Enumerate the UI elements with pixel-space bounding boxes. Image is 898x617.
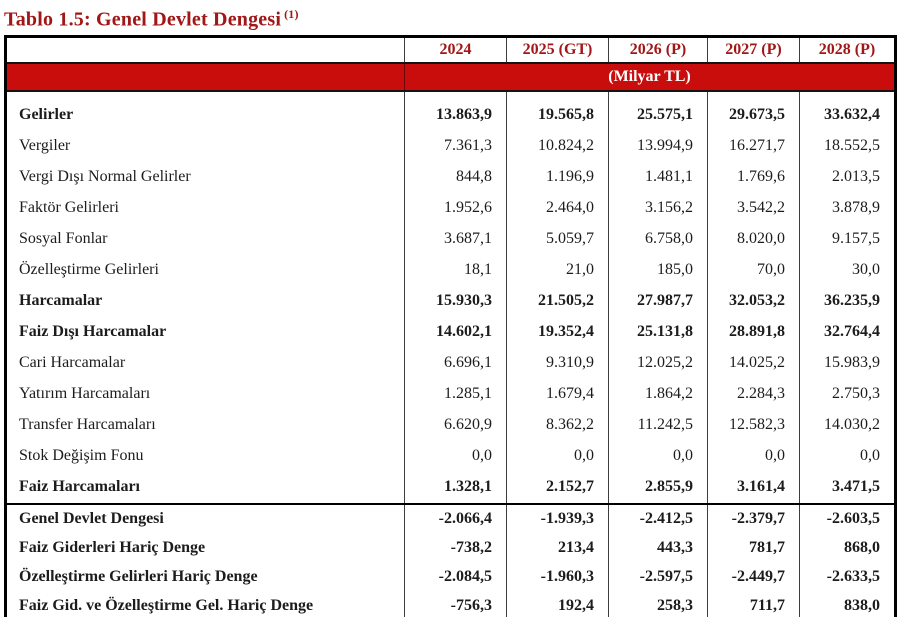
row-label-cell: Faktör Gelirleri bbox=[19, 199, 119, 217]
title-superscript: (1) bbox=[284, 7, 299, 21]
value-cell: -2.066,4 bbox=[405, 504, 507, 534]
value-cell: 844,8 bbox=[405, 162, 507, 193]
value-cell: 1.285,1 bbox=[405, 379, 507, 410]
value-cell: 70,0 bbox=[708, 255, 800, 286]
value-cell: 18.552,5 bbox=[800, 131, 896, 162]
value-cell: 1.196,9 bbox=[507, 162, 609, 193]
value-cell: 14.030,2 bbox=[800, 410, 896, 441]
value-cell: 443,3 bbox=[609, 534, 708, 563]
table-row bbox=[6, 379, 896, 410]
value-cell: 1.769,6 bbox=[708, 162, 800, 193]
value-cell: 0,0 bbox=[800, 441, 896, 472]
value-cell: 213,4 bbox=[507, 534, 609, 563]
value-cell: 2.152,7 bbox=[507, 472, 609, 504]
table-row bbox=[6, 348, 896, 379]
row-label-cell: Genel Devlet Dengesi bbox=[6, 504, 405, 534]
value-cell: 8.362,2 bbox=[507, 410, 609, 441]
year-header-cell: 2024 bbox=[405, 36, 507, 63]
value-cell: 1.952,6 bbox=[405, 193, 507, 224]
value-cell: 18,1 bbox=[405, 255, 507, 286]
table-row bbox=[6, 255, 896, 286]
value-cell: -756,3 bbox=[405, 592, 507, 617]
value-cell: 19.352,4 bbox=[507, 317, 609, 348]
row-label-cell: Özelleştirme Gelirleri bbox=[19, 261, 159, 279]
value-cell: 6.620,9 bbox=[405, 410, 507, 441]
value-cell: 192,4 bbox=[507, 592, 609, 617]
value-cell: 3.471,5 bbox=[800, 472, 896, 504]
table-row bbox=[6, 193, 896, 224]
value-cell: 10.824,2 bbox=[507, 131, 609, 162]
value-cell: 21.505,2 bbox=[507, 286, 609, 317]
table-row bbox=[6, 592, 896, 617]
year-header-cell: 2025 (GT) bbox=[507, 36, 609, 63]
value-cell: 2.750,3 bbox=[800, 379, 896, 410]
row-label-cell: Stok Değişim Fonu bbox=[19, 447, 144, 465]
value-cell: 21,0 bbox=[507, 255, 609, 286]
row-label-cell: Vergi Dışı Normal Gelirler bbox=[19, 168, 191, 186]
unit-banner-left-cell bbox=[6, 63, 405, 91]
value-cell: 0,0 bbox=[609, 441, 708, 472]
table-row bbox=[6, 441, 896, 472]
value-cell: 14.025,2 bbox=[708, 348, 800, 379]
row-label-cell: Sosyal Fonlar bbox=[19, 230, 108, 248]
value-cell: 838,0 bbox=[800, 592, 896, 617]
value-cell: -2.084,5 bbox=[405, 563, 507, 592]
value-cell: -1.960,3 bbox=[507, 563, 609, 592]
table-row bbox=[6, 317, 896, 348]
value-cell: 6.758,0 bbox=[609, 224, 708, 255]
value-cell: 13.863,9 bbox=[405, 91, 507, 131]
value-cell: 1.679,4 bbox=[507, 379, 609, 410]
value-cell: 3.161,4 bbox=[708, 472, 800, 504]
value-cell: 16.271,7 bbox=[708, 131, 800, 162]
page-title bbox=[4, 1, 894, 33]
table-row bbox=[6, 91, 896, 131]
year-header-cell: 2026 (P) bbox=[609, 36, 708, 63]
row-label-cell: Özelleştirme Gelirleri Hariç Denge bbox=[19, 568, 258, 586]
table-row bbox=[6, 131, 896, 162]
year-header-cell: 2028 (P) bbox=[800, 36, 896, 63]
value-cell: -738,2 bbox=[405, 534, 507, 563]
value-cell: 5.059,7 bbox=[507, 224, 609, 255]
row-label-cell: Harcamalar bbox=[19, 292, 103, 310]
value-cell: 12.025,2 bbox=[609, 348, 708, 379]
value-cell: 1.328,1 bbox=[405, 472, 507, 504]
row-label-cell: Faiz Dışı Harcamalar bbox=[19, 323, 167, 341]
value-cell: 29.673,5 bbox=[708, 91, 800, 131]
table-row bbox=[6, 504, 896, 534]
unit-banner-label: (Milyar TL) bbox=[405, 63, 896, 91]
value-cell: 1.864,2 bbox=[609, 379, 708, 410]
value-cell: 3.687,1 bbox=[405, 224, 507, 255]
table-row bbox=[6, 286, 896, 317]
value-cell: 32.764,4 bbox=[800, 317, 896, 348]
row-label-cell: Transfer Harcamaları bbox=[19, 416, 156, 434]
value-cell: 185,0 bbox=[609, 255, 708, 286]
value-cell: -2.633,5 bbox=[800, 563, 896, 592]
table-row bbox=[6, 563, 896, 592]
value-cell: 3.878,9 bbox=[800, 193, 896, 224]
year-header-row bbox=[6, 36, 896, 63]
value-cell: 2.284,3 bbox=[708, 379, 800, 410]
value-cell: 19.565,8 bbox=[507, 91, 609, 131]
value-cell: 2.855,9 bbox=[609, 472, 708, 504]
value-cell: 6.696,1 bbox=[405, 348, 507, 379]
value-cell: 36.235,9 bbox=[800, 286, 896, 317]
value-cell: -2.597,5 bbox=[609, 563, 708, 592]
value-cell: 25.131,8 bbox=[609, 317, 708, 348]
value-cell: 13.994,9 bbox=[609, 131, 708, 162]
general-government-balance-table bbox=[4, 35, 897, 617]
row-label-cell: Gelirler bbox=[19, 106, 74, 124]
table-row bbox=[6, 162, 896, 193]
value-cell: 28.891,8 bbox=[708, 317, 800, 348]
row-label-cell: Faiz Harcamaları bbox=[19, 478, 140, 496]
row-label-cell: Yatırım Harcamaları bbox=[19, 385, 151, 403]
title-text: Tablo 1.5: Genel Devlet Dengesi bbox=[4, 8, 282, 31]
value-cell: -2.412,5 bbox=[609, 504, 708, 534]
value-cell: 781,7 bbox=[708, 534, 800, 563]
value-cell: 711,7 bbox=[708, 592, 800, 617]
value-cell: 9.310,9 bbox=[507, 348, 609, 379]
value-cell: 14.602,1 bbox=[405, 317, 507, 348]
value-cell: -2.603,5 bbox=[800, 504, 896, 534]
value-cell: 0,0 bbox=[507, 441, 609, 472]
value-cell: 30,0 bbox=[800, 255, 896, 286]
value-cell: 15.983,9 bbox=[800, 348, 896, 379]
value-cell: -2.449,7 bbox=[708, 563, 800, 592]
value-cell: 2.013,5 bbox=[800, 162, 896, 193]
value-cell: 12.582,3 bbox=[708, 410, 800, 441]
value-cell: -2.379,7 bbox=[708, 504, 800, 534]
table-row bbox=[6, 534, 896, 563]
unit-banner-row bbox=[6, 63, 896, 91]
value-cell: 32.053,2 bbox=[708, 286, 800, 317]
value-cell: 11.242,5 bbox=[609, 410, 708, 441]
value-cell: 0,0 bbox=[405, 441, 507, 472]
value-cell: 3.156,2 bbox=[609, 193, 708, 224]
value-cell: 3.542,2 bbox=[708, 193, 800, 224]
year-header-cell: 2027 (P) bbox=[708, 36, 800, 63]
value-cell: 25.575,1 bbox=[609, 91, 708, 131]
row-label-cell: Faiz Gid. ve Özelleştirme Gel. Hariç Denge bbox=[19, 597, 314, 615]
value-cell: 258,3 bbox=[609, 592, 708, 617]
value-cell: -1.939,3 bbox=[507, 504, 609, 534]
value-cell: 27.987,7 bbox=[609, 286, 708, 317]
value-cell: 0,0 bbox=[708, 441, 800, 472]
row-label-cell: Cari Harcamalar bbox=[19, 354, 126, 372]
table-row bbox=[6, 224, 896, 255]
table-row bbox=[6, 410, 896, 441]
value-cell: 15.930,3 bbox=[405, 286, 507, 317]
value-cell: 868,0 bbox=[800, 534, 896, 563]
value-cell: 33.632,4 bbox=[800, 91, 896, 131]
value-cell: 8.020,0 bbox=[708, 224, 800, 255]
value-cell: 9.157,5 bbox=[800, 224, 896, 255]
row-label-cell: Vergiler bbox=[19, 137, 71, 155]
corner-cell bbox=[6, 36, 405, 63]
value-cell: 7.361,3 bbox=[405, 131, 507, 162]
table-row bbox=[6, 472, 896, 504]
row-label-cell: Faiz Giderleri Hariç Denge bbox=[19, 539, 206, 557]
value-cell: 2.464,0 bbox=[507, 193, 609, 224]
value-cell: 1.481,1 bbox=[609, 162, 708, 193]
